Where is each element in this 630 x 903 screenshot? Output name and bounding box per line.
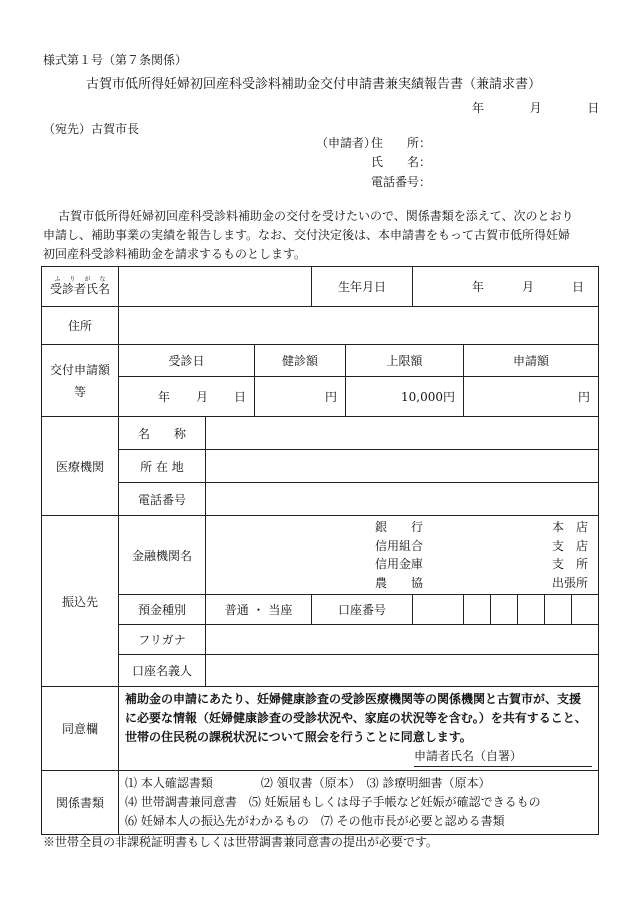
- intro-line-3: 初回産科受診料補助金を請求するものとします。: [43, 247, 307, 261]
- applicant-label: （申請者）: [316, 136, 377, 150]
- bank-type-credit-union: 信用組合: [375, 538, 424, 553]
- documents-list: [119, 771, 599, 835]
- grant-amount-label: 交付申請額等: [42, 345, 119, 417]
- bank-name-field[interactable]: [206, 516, 599, 595]
- application-table: [41, 266, 599, 835]
- account-holder-label: 口座名義人: [119, 655, 206, 687]
- account-digit-2[interactable]: [464, 595, 491, 625]
- branch-type-office: 出張所: [552, 575, 589, 590]
- medical-name-label: 名 称: [119, 417, 206, 450]
- documents-line-1: ⑴ 本人確認書類 ⑵ 領収書（原本） ⑶ 診療明細書（原本）: [125, 776, 491, 790]
- medical-location-label: 所 在 地: [119, 450, 206, 483]
- date-year: 年: [472, 101, 485, 115]
- form-number: 様式第１号（第７条関係）: [43, 53, 188, 67]
- addressee: （宛先）古賀市長: [43, 122, 140, 136]
- patient-name-field[interactable]: [119, 267, 312, 307]
- address-field[interactable]: [119, 307, 599, 345]
- consent-box: [119, 687, 599, 771]
- header-checkup-amount: 健診額: [255, 345, 346, 377]
- checkup-amount-field[interactable]: 円: [255, 377, 346, 417]
- header-visit-date: 受診日: [119, 345, 255, 377]
- applicant-name: 氏 名：: [371, 155, 432, 169]
- account-digit-1[interactable]: [413, 595, 464, 625]
- intro-line-1: 古賀市低所得妊婦初回産科受診料補助金の交付を受けたいので、関係書類を添えて、次のとおり: [58, 209, 574, 223]
- document-title: 古賀市低所得妊婦初回産科受診料補助金交付申請書兼実績報告書（兼請求書）: [86, 77, 542, 92]
- documents-label: 関係書類: [42, 771, 119, 835]
- medical-name-field[interactable]: [206, 417, 599, 450]
- medical-institution-label: 医療機関: [42, 417, 119, 516]
- date-month: 月: [529, 101, 542, 115]
- applicant-address: 住 所：: [371, 136, 432, 150]
- patient-name-label: 受診者氏名ふりがな: [42, 267, 119, 307]
- furigana-label: フリガナ: [119, 625, 206, 655]
- documents-line-3: ⑹ 妊婦本人の振込先がわかるもの ⑺ その他市長が必要と認める書類: [125, 814, 505, 828]
- intro-line-2: 申請し、補助事業の実績を報告します。なお、交付決定後は、本申請書をもって古賀市低所得妊婦: [43, 228, 571, 242]
- medical-location-field[interactable]: [206, 450, 599, 483]
- bank-name-label: 金融機関名: [119, 516, 206, 595]
- furigana-field[interactable]: [206, 625, 599, 655]
- header-requested-amount: 申請額: [464, 345, 599, 377]
- signature-field[interactable]: 申請者氏名（自署）: [414, 747, 592, 767]
- consent-label: 同意欄: [42, 687, 119, 771]
- address-label: 住所: [42, 307, 119, 345]
- date-day: 日: [587, 101, 600, 115]
- medical-phone-field[interactable]: [206, 483, 599, 516]
- limit-amount-value: 10,000円: [346, 377, 464, 417]
- account-digit-3[interactable]: [491, 595, 518, 625]
- dob-field[interactable]: 年 月 日: [413, 267, 599, 307]
- bank-type-agri-coop: 農 協: [375, 575, 424, 590]
- account-type-value[interactable]: 普通 ・ 当座: [206, 595, 312, 625]
- date-line: [472, 99, 599, 116]
- branch-type-sub-branch: 支 所: [552, 557, 589, 571]
- branch-type-main: 本 店: [552, 520, 589, 534]
- account-digit-6[interactable]: [572, 595, 599, 625]
- dob-label: 生年月日: [312, 267, 413, 307]
- footnote: ※世帯全員の非課税証明書もしくは世帯調書兼同意書の提出が必要です。: [43, 835, 439, 849]
- account-number-label: 口座番号: [312, 595, 413, 625]
- branch-type-branch: 支 店: [552, 538, 589, 553]
- documents-line-2: ⑷ 世帯調書兼同意書 ⑸ 妊娠届もしくは母子手帳など妊娠が確認できるもの: [125, 795, 541, 809]
- applicant-phone: 電話番号：: [371, 175, 432, 189]
- bank-type-bank: 銀 行: [375, 520, 424, 534]
- header-limit-amount: 上限額: [346, 345, 464, 377]
- visit-date-field[interactable]: 年 月 日: [119, 377, 255, 417]
- account-holder-field[interactable]: [206, 655, 599, 687]
- medical-phone-label: 電話番号: [119, 483, 206, 516]
- bank-type-credit-bank: 信用金庫: [375, 557, 424, 571]
- account-digit-5[interactable]: [545, 595, 572, 625]
- transfer-label: 振込先: [42, 516, 119, 687]
- account-type-label: 預金種別: [119, 595, 206, 625]
- consent-text: 補助金の申請にあたり、妊婦健康診査の受診医療機関等の関係機関と古賀市が、支援に必要な情報（妊婦健康診査の受診状況や、家庭の状況等を含む。）を共有すること、世帯の住民税の課税状況について照会を行うことに同意します。: [125, 692, 587, 744]
- requested-amount-field[interactable]: 円: [464, 377, 599, 417]
- account-digit-4[interactable]: [518, 595, 545, 625]
